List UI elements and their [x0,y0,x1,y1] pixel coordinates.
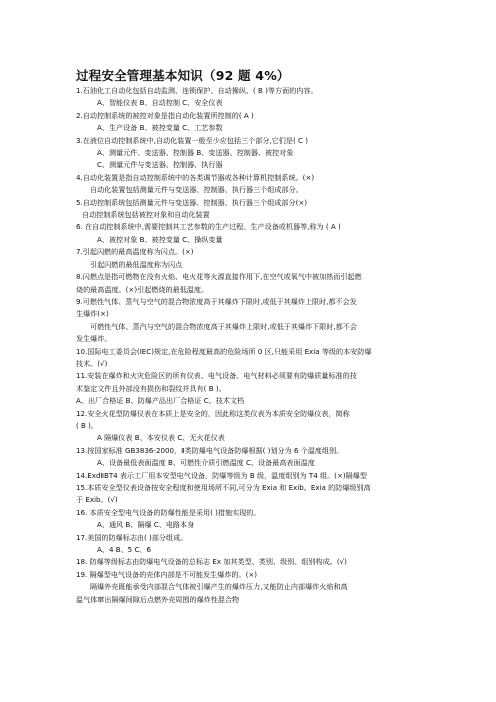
text-line: 17.美国的防爆标志由( )部分组成。 [76,532,188,542]
text-line: 14.ExdⅡBT4 表示工厂用本安型电气设备，防爆等级为 B 级，温度组别为 T4 组。(×)隔爆型 [76,470,367,480]
text-line: 2.自动控制系统的被控对象是指自动化装置所控制的( A ) [76,110,254,120]
text-line: A、智能仪表 B、自动控制 C、安全仪表 [97,98,223,108]
text-line: A、设备最低表面温度 B、可燃性介质引燃温度 C、设备最高表面温度 [97,458,315,468]
text-line: 3.在液位自动控制系统中,自动化装置一般至少应包括三个部分,它们是( C ) [76,135,308,145]
text-line: 12.安全火花型防爆仪表在本质上是安全的，因此称这类仪表为本质安全防爆仪表，简称 [76,408,350,418]
text-line: 自动控制系统包括被控对象和自动化装置 [82,210,210,220]
text-line: 自动化装置包括测量元件与变送器、控制器、执行器三个组成部分。 [90,185,303,195]
text-line: 技术。(√) [76,358,108,368]
text-line: 9.可燃性气体、蒸气与空气的混合物浓度高于其爆炸下限时,或低于其爆炸上限时,都不会发 [76,296,357,306]
text-line: 15.本质安全型仪表设备按安全程度和使用场所不同,可分为 Exia 和 Exib。Exia 的防爆级别高 [76,483,371,492]
text-line: 13.按国家标准 GB3836-2000，Ⅱ类防爆电气设备防爆根据( )划分为 6 个温度组别。 [76,445,344,455]
text-line: 10.国际电工委员会(IEC)规定,在危险程度最高的危险场所 0 区,只能采用 Exia 等级的本安防爆 [76,346,372,356]
text-line: 7.引起闪燃的最高温度称为闪点。(×) [76,247,194,257]
text-line: 1.石油化工自动化包括自动监测、连锁保护、自动操纵、( B )等方面的内容。 [76,86,318,95]
text-line: 可燃性气体、蒸汽与空气的混合物浓度高于其爆炸上限时,或低于其爆炸下限时,都不会 [90,321,357,331]
text-line: A、出厂合格证 B、防爆产品出厂合格证 C、技术文档 [76,396,245,406]
text-line: 于 Exib。(√) [76,495,118,505]
text-line: 术鉴定文件且外部没有损伤和裂纹并具有( B )。 [76,383,226,393]
text-line: 生爆炸(×) [76,309,109,319]
text-line: 8.闪燃点是指可燃物在没有火焰、电火花等火源直接作用下,在空气或氧气中被加热而引起燃 [76,272,362,282]
text-line: A、4 B、5 C、6 [97,545,152,555]
text-line: 5.自动控制系统包括测量元件与变送器、控制器、执行器三个组成部分(×) [76,197,308,207]
text-line: A 隔爆仪表 B、本安仪表 C、无火花仪表 [97,433,225,443]
page-title: 过程安全管理基本知识（92 题 4%） [76,68,290,83]
text-line: 6. 在自动控制系统中,需要控制其工艺参数的生产过程、生产设备或机器等,称为 ( A ) [76,222,341,232]
text-line: 19. 隔爆型电气设备的壳体内部是不可能发生爆炸的。(×) [76,569,258,579]
document-body [76,85,423,606]
text-line: 11.安装在爆炸和火灾危险区的所有仪表、电气设备、电气材料必须要有防爆质量标准的技 [76,371,357,381]
text-line: 隔爆外壳既能承受内部混合气体被引爆产生的爆炸压力,又能防止内部爆炸火焰和高 [90,582,348,592]
text-line: 温气体窜出隔爆间隙后点燃外壳周围的爆炸性混合物 [76,594,240,604]
text-line: A、通风 B、隔爆 C、电路本身 [97,520,195,530]
text-line: A、生产设备 B、被控变量 C、工艺参数 [97,123,223,133]
text-line: 16. 本质安全型电气设备的防爆性能是采用( )措施实现的。 [76,507,261,517]
text-line: 引起闪燃的最低温度称为闪点 [90,259,183,269]
text-line: 4.自动化装置是指自动控制系统中的各类调节器或各种计算机控制系统。(×) [76,172,315,182]
text-line: C、测量元件与变送器、控制器、执行器 [97,160,223,170]
text-line: 18. 防爆等级标志由防爆电气设备的总标志 Ex 加其类型、类别、级别、组别构成。(√) [76,557,347,567]
text-line: ( B )。 [76,420,99,430]
text-line: A、测量元件、变送器、控制器 B、变送器、控制器、被控对象 [97,148,294,158]
text-line: A、被控对象 B、被控变量 C、操纵变量 [97,234,223,244]
text-line: 发生爆炸。 [76,334,112,344]
text-line: 烧的最高温度。(×)引起燃烧的最低温度。 [76,284,209,294]
